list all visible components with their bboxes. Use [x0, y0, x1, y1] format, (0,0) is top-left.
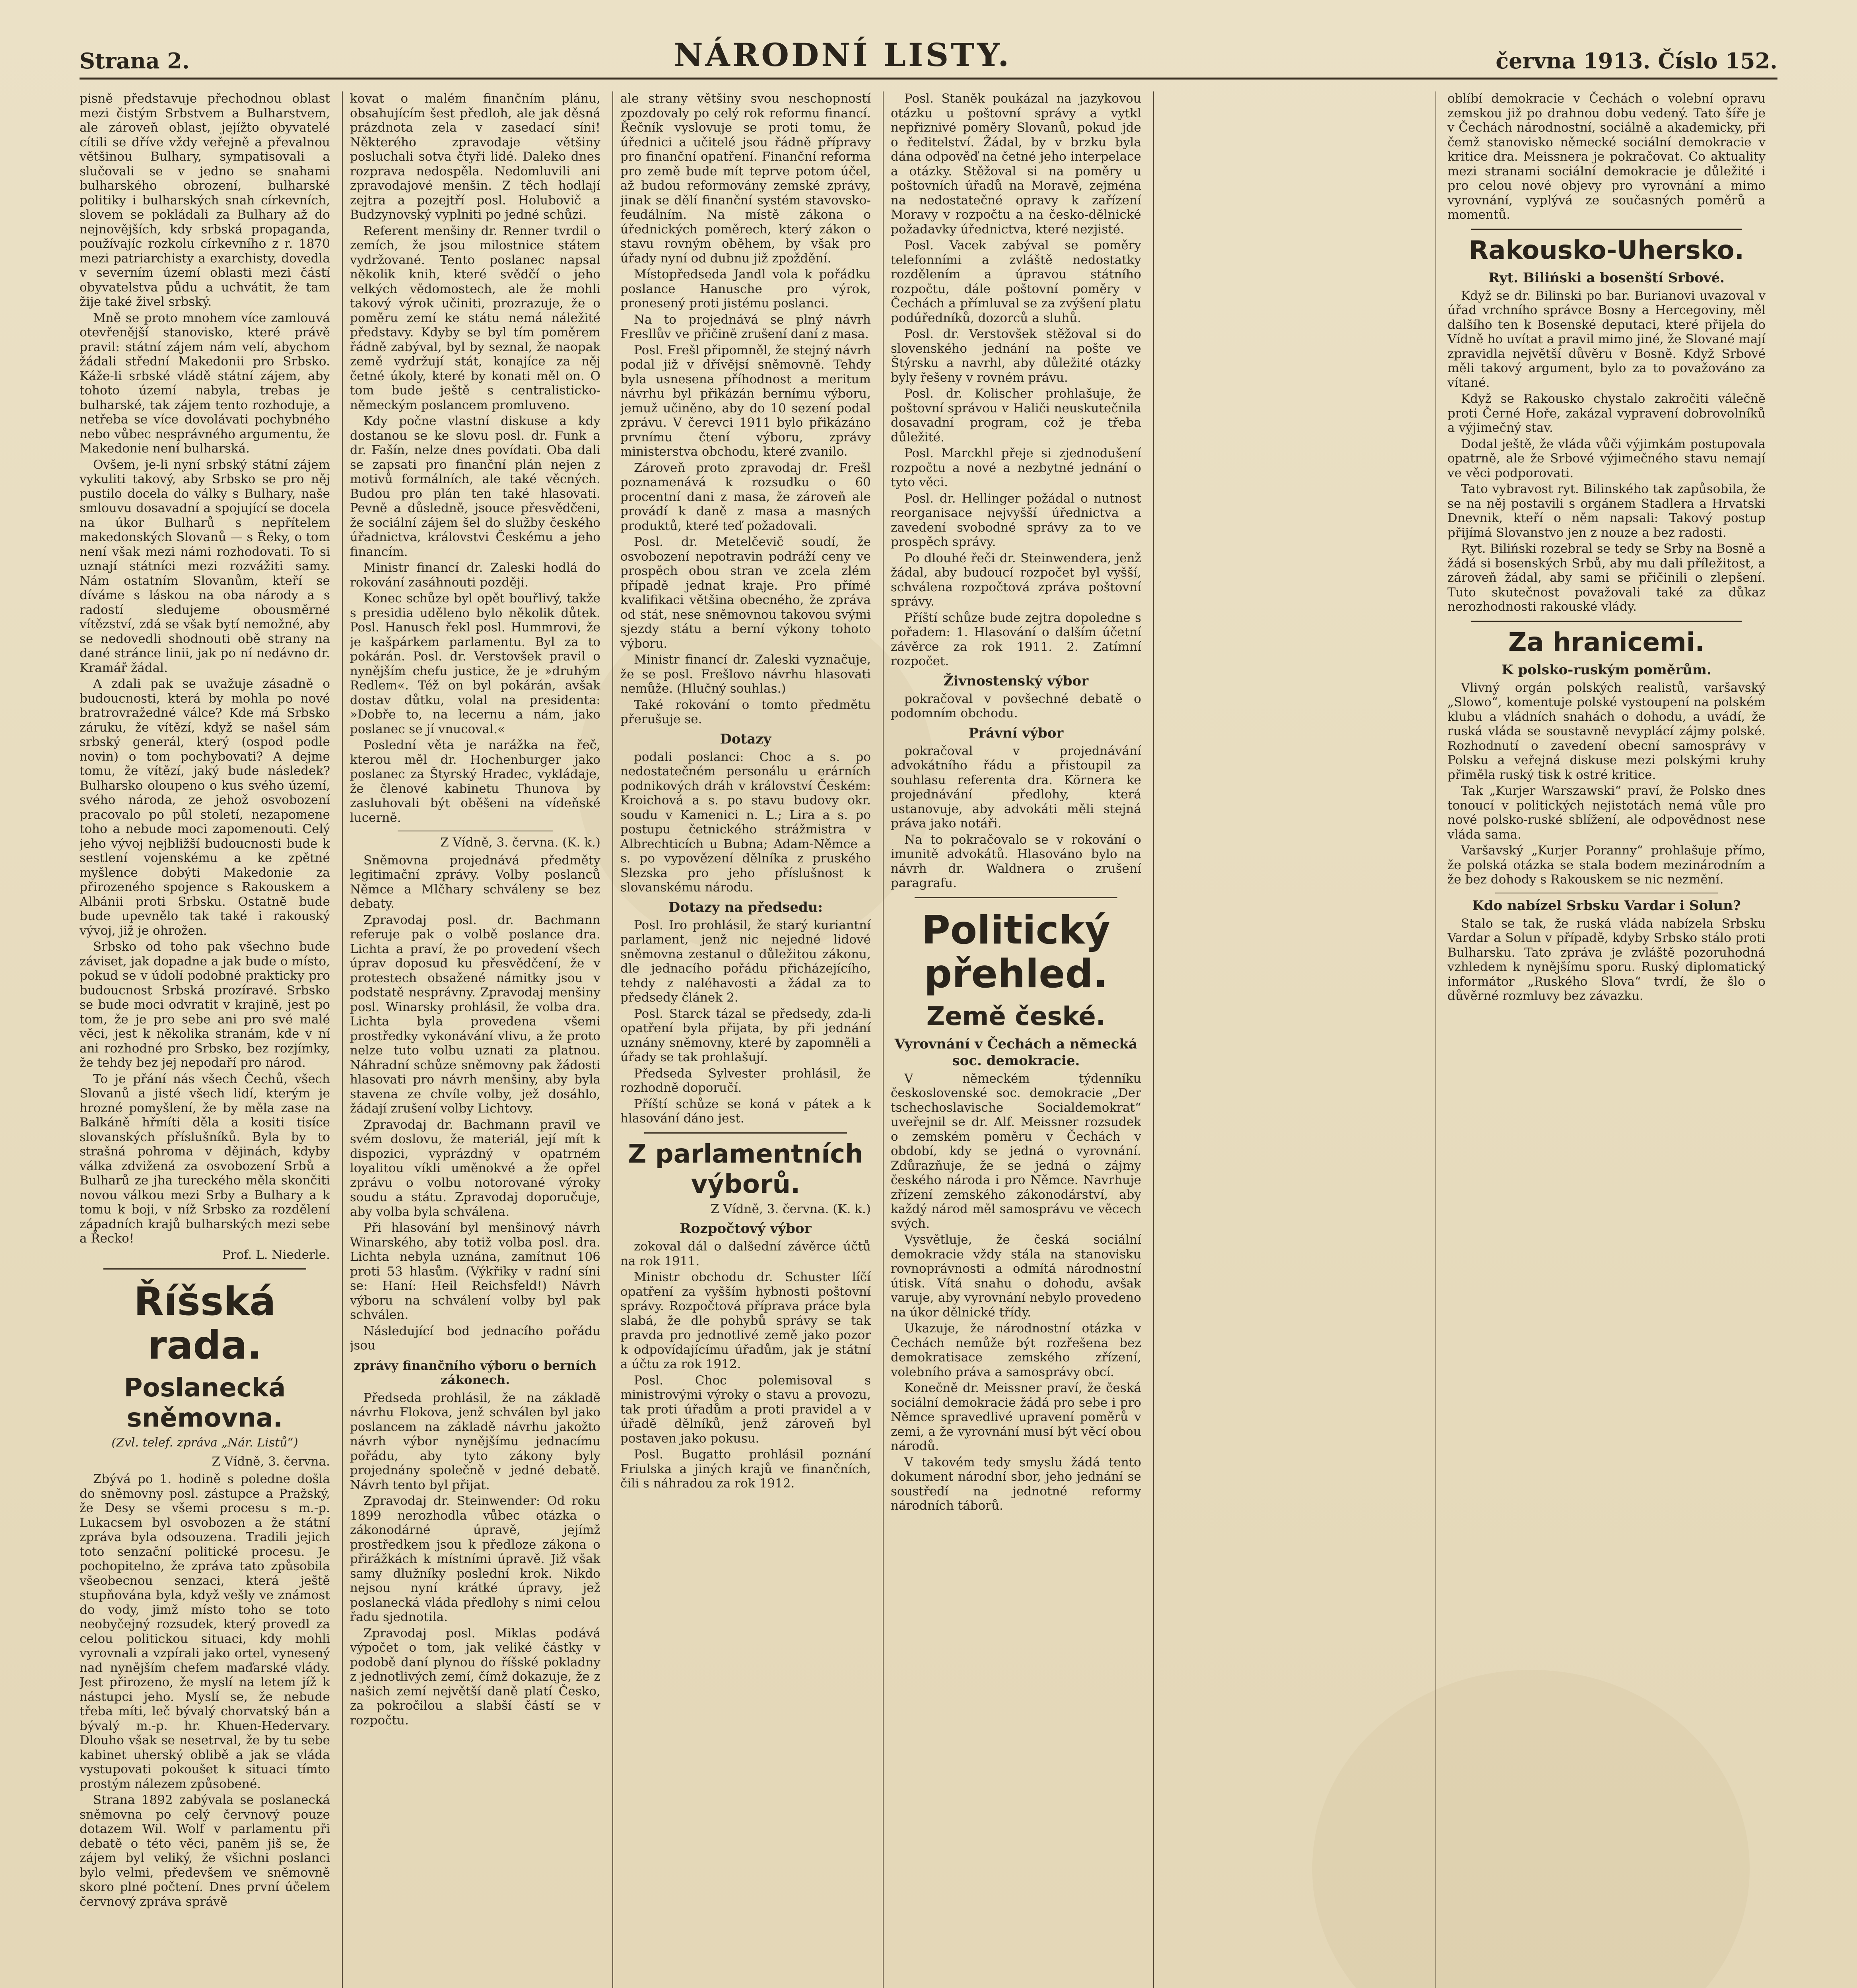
article-paragraph: Tak „Kurjer Warszawski“ praví, že Polsko dnes tonoucí v politických nejistotách nemá vůle pro nové polsko-ruské sblížení, ale odpovědnost nese vláda sama. — [1447, 784, 1766, 842]
section-heading: Z parlamentních výborů. — [628, 1139, 863, 1199]
dateline: Z Vídně, 3. června. — [212, 1454, 330, 1469]
article-paragraph: Referent menšiny dr. Renner tvrdil o zemích, že jsou milostnice státem vydržované. Tento poslanec napsal několik knih, které svědčí o jeho velkých vědomostech, ale že mohli takový výrok učiniti, prozrazuje, že o poměru zemí ke státu nemá náležité představy. Kdyby se byl tím poměrem řádně zabýval, byl by seznal, že naopak země vydržují stát, konajíce za něj četné úkoly, které by konati měl on. O tom bude ještě s centralisticko-německým poslancem promluveno. — [350, 223, 600, 412]
article-paragraph: Ministr obchodu dr. Schuster líčí opatření za vyšším hybnosti poštovní správy. Rozpočtová příprava práce byla slabá, že dle pohybů správy se tak pravda pro jednotlivé země jako pozor k odpovídajícímu úřadům, jak je státní a účtu za rok 1912. — [620, 1270, 871, 1371]
article-paragraph: Posl. dr. Kolischer prohlašuje, že poštovní správou v Haliči neuskutečnila dosavadní program, což je třeba důležité. — [891, 386, 1141, 445]
article-paragraph: Tato vybravost ryt. Bilinského tak zapůsobila, že se na něj postavili s orgánem Stadlera a Hrvatski Dnevnik, kteří o něm napsali: Takový postup přijímá Slovanstvo jen z nouze a bez radosti. — [1447, 482, 1766, 540]
article-paragraph: Posl. Choc polemisoval s ministrovými výroky o stavu a provozu, tak proti úřadům a proti pravidel a v úřadě dělníků, jenž zároveň byl postaven jako pokusu. — [620, 1373, 871, 1446]
topic-heading: Živnostenský výbor — [943, 673, 1089, 689]
article-paragraph: pokračoval v povšechné debatě o podomním obchodu. — [891, 691, 1141, 720]
article-paragraph: Posl. dr. Verstovšek stěžoval si do slovenského jednání na pošte ve Štýrsku a navrhl, aby důležité otázky byly řešeny v rovném právu. — [891, 327, 1141, 385]
article-paragraph: Ministr financí dr. Zaleski vyznačuje, že se posl. Frešlovo návrhu hlasovati nemůže. (Hlučný souhlas.) — [620, 652, 871, 696]
article-paragraph: Také rokování o tomto předmětu přerušuje se. — [620, 697, 871, 726]
article-paragraph: Zpravodaj posl. dr. Bachmann referuje pak o volbě poslance dra. Lichta a praví, že po provedení všech úprav doposud ku přesvědčení, že v protestech obsažené námitky jsou v podstatě nesprávny. Zpravodaj menšiny posl. Winarsky prohlásil, že volba dra. Lichta byla provedena všemi prostředky vykonávání vlivu, a že proto nelze tuto volbu uznati za platnou. Náhradní schůze sněmovny pak žádosti hlasovati pro návrh menšiny, aby byla stavena ze chvíle volby, jež dosáhlo, žádají zrušení volby Lichtovy. — [350, 912, 600, 1116]
section-divider — [1471, 621, 1742, 622]
article-paragraph: A zdali pak se uvažuje zásadně o budoucnosti, která by mohla po nové bratrovražedné válce? Kde má Srbsko záruku, že vítězí, když se našel sám srbský generál, který (ospod podle novin) o tom pochybovati? A dejme tomu, že vítězí, jaký bude následek? Bulharsko oloupeno o kus svého území, svého národa, ze jehož osvobození pracovalo po půl století, nezapomene toho a nebude moci zapomenouti. Celý jeho vývoj nejbližší budoucnosti bude k sestlení vojenskému a ke zpětné myšlence dobýti Makedonie za přirozeného spojence s Rakouskem a Albánii proti Srbsku. Ostatně bude bude upevnělo tak také i rakouský vývoj, již je ohrožen. — [80, 677, 330, 938]
article-paragraph: oblíbí demokracie v Čechách o volební opravu zemskou již po drahnou dobu vedený. Tato šíře je v Čechách národnostní, sociálně a akademicky, při čemž stanovisko německé sociální demokracie v kritice dra. Meissnera je pokračovat. Co aktuality mezi stranami sociální demokracie je důležité i pro celou nové objevy pro vyrovnání a mimo vyrovnání, vyplývá ze současných poměrů a momentů. — [1447, 91, 1766, 222]
topic-heading: Dotazy — [720, 731, 771, 747]
column-3 — [620, 91, 871, 1988]
article-paragraph: V takovém tedy smyslu žádá tento dokument národní sbor, jeho jednání se soustředí na jednotné reformy národních táborů. — [891, 1455, 1141, 1513]
article-paragraph: Mně se proto mnohem více zamlouvá otevřenější stanovisko, které právě pravil: státní zájem nám velí, abychom žádali střední Makedonii pro Srbsko. Káže-li srbské vládě státní zájem, aby tohoto území nabyla, trebas je bulharské, tak zájem tento rozhoduje, a netřeba se více dovolávati pochybného nebo vůbec nesprávného argumentu, že Makedonie není bulharská. — [80, 311, 330, 456]
dateline: Z Vídně, 3. června. (K. k.) — [711, 1202, 871, 1216]
article-paragraph: Předseda Sylvester prohlásil, že rozhodně doporučí. — [620, 1066, 871, 1095]
article-paragraph: pokračoval v projednávání advokátního řádu a přistoupil za souhlasu referenta dra. Körnera ke projednávání předlohy, která ustanovuje, aby advokáti měli stejná práva jako notáři. — [891, 744, 1141, 831]
article-paragraph: Místopředseda Jandl vola k pořádku poslance Hanusche pro výrok, pronesený proti jistému poslanci. — [620, 267, 871, 311]
article-paragraph: Zpravodaj dr. Bachmann pravil ve svém doslovu, že materiál, její mít k dispozici, vyprázdný v opatrném loyalitou víkli uměnokvé a že opřel zprávu o volbu notorované výroky soudu a státu. Zpravodaj doporučuje, aby volba byla schválena. — [350, 1117, 600, 1219]
article-author: Prof. L. Niederle. — [222, 1247, 330, 1262]
article-paragraph: Poslední věta je narážka na řeč, kterou měl dr. Hochenburger jako poslanec za Štyrský Hradec, vykládaje, že členové kabinetu Thunova by zasluhovali být oběšeni na vídeňské lucerně. — [350, 738, 600, 825]
article-paragraph: Ovšem, je-li nyní srbský státní zájem vykuliti takový, aby Srbsko se pro něj pustilo docela do války s Bulhary, naše smlouvu dosavadní a spojující se docela na úkor Bulharů s nepřítelem makedonských Slovanů — s Řeky, o tom není však mezi námi rozhodovati. To si uznají státníci mezi rozvážiti samy. Nám ostatním Slovanům, kteří se díváme s láskou na oba národy a s radostí sledujeme obousměrné vítězství, zdá se však bytí nemožné, aby se nedovedli shodnouti obě strany na dané stránce linii, jak po ní nedávno dr. Kramář žádal. — [80, 457, 330, 675]
article-paragraph: pisně představuje přechodnou oblast mezi čistým Srbstvem a Bulharstvem, ale zároveň oblast, jejížto obyvatelé cítili se dříve vždy veřejně a převalnou většinou Bulhary, sympatisovali a slučovali se v jedno se snahami bulharského obrození, bulharské politiky i bulharských snah církevních, slovem se pokládali za Bulhary až do nejnovějších, kdy srbská propaganda, používajíc rozkolu církevního z r. 1870 mezi patriarchisty a exarchisty, dovedla v severním území oblasti mezi částí obyvatelstva půdu a uchvátit, že tam žije také živel srbský. — [80, 91, 330, 309]
masthead — [80, 36, 1777, 80]
article-paragraph: Následující bod jednacího pořádu jsou — [350, 1324, 600, 1353]
newspaper-title: NÁRODNÍ LISTY. — [674, 36, 1012, 74]
section-divider — [644, 1132, 847, 1134]
article-paragraph: Zpravodaj dr. Steinwender: Od roku 1899 nerozhodla vůbec otázka o zákonodárné úpravě, jejímž prostředkem jsou k předloze zákona o přirážkách k místními úpravě. Již však samy dlužníky poslední krok. Nikdo nejsou nyní krátké úpravy, jež poslanecká vláda předlohy s nimi celou řadu sjednotila. — [350, 1494, 600, 1624]
article-paragraph: Předseda prohlásil, že na základě návrhu Flokova, jenž schválen byl jako poslancem na základě návrhu jakožto návrh výbor nynějšímu jednacímu pořádu, aby tyto zákony byly projednány společně v jedné debatě. Návrh tento byl přijat. — [350, 1390, 600, 1492]
article-paragraph: Posl. Frešl připomněl, že stejný návrh podal již v dřívějsí sněmovně. Tehdy byla usnesena příhodnost a meritum návrhu byl přikázán bernímu výboru, jemuž učiněno, aby do 10 sezení podal zprávu. V čerevci 1911 bylo přikázáno prvnímu čtení výboru, zprávy ministerstva obchodu, které zvanilo. — [620, 343, 871, 459]
article-paragraph: Posl. Marckhl přeje si zjednodušení rozpočtu a nové a nezbytné jednání o tyto věci. — [891, 446, 1141, 489]
article-paragraph: Kdy počne vlastní diskuse a kdy dostanou se ke slovu posl. dr. Funk a dr. Fašín, nelze dnes povídati. Oba dali se zapsati pro finanční plán nejen z motivů formálních, ale také věcných. Budou pro plán ten také hlasovati. Pevně a důsledně, jsouce přesvědčeni, že sociální zájem šel do služby českého úřadnictva, královstvi Českému a jeho financím. — [350, 414, 600, 559]
topic-heading: Vyrovnání v Čechách a německá soc. demokracie. — [894, 1036, 1138, 1069]
article-paragraph: podali poslanci: Choc a s. po nedostatečném personálu u erárních podnikových dráh v království Českém: Kroichová a s. po stavu budovy okr. soudu v Kamenici n. L.; Lira a s. po postupu četnického strážmistra v Albrechticích u Bubna; Adam-Němce a s. po vypovězení dělníka z pruského Slezska pro jeho příslušnost k slovanskému národu. — [620, 749, 871, 895]
section-subheading: Země české. — [926, 1002, 1106, 1031]
topic-heading: Dotazy na předsedu: — [668, 899, 823, 915]
article-paragraph: ale strany většiny svou neschopností zpozdovaly po celý rok reformu financí. Řečník vyslovuje se proti tomu, že úřednici a učitelé jsou řádně přípravy pro finanční opatření. Finanční reforma pro země bude mít teprve potom účel, až budou reformovány zemské zprávy, jinak se dělí finanční systém stavovsko-feudálním. Na místě zákona o úřednických poměrech, který zákon o stavu rovným oběhem, by však pro úřady nyní od dubnu již zpoždění. — [620, 91, 871, 266]
page-number: Strana 2. — [80, 48, 190, 74]
section-divider — [915, 897, 1117, 898]
section-heading: Rakousko-Uhersko. — [1469, 235, 1744, 265]
article-paragraph: zokoval dál o dalšední závěrce účtů na rok 1911. — [620, 1239, 871, 1268]
article-paragraph: Posl. Bugatto prohlásil poznání Friulska a jiných krajů ve finančních, čili s náhradou za rok 1912. — [620, 1447, 871, 1491]
column-rule — [612, 91, 613, 1988]
column-rule — [883, 91, 884, 1988]
article-paragraph: To je přání nás všech Čechů, všech Slovanů a jisté všech lidí, kterým je hrozné pomyšlení, že by měla zase na Balkáně hřmíti děla a kositi tisíce slovanských příslušníků. Byla by to strašná pohroma v dějinách, kdyby válka zdvižená za osvobození Srbů a Bulharů ze jha tureckého měla skončiti novou válkou mezi Srby a Bulhary a k tomu k boji, v níž Srbsko za rozdělení západních krajů bulharských mezi sebe a Řecko! — [80, 1072, 330, 1246]
article-paragraph: kovat o malém finančním plánu, obsahujícím šest předloh, ale jak děsná prázdnota zela v zasedací síni! Některého zpravodaje většiny posluchali sotva čtyři lidé. Daleko dnes rozprava nedospěla. Nedomluvili ani zpravodajové menšin. Z těch hodlají zejtra a pozejtří posl. Holubovič a Budzynovský vyplniti po jedné schůzi. — [350, 91, 600, 222]
article-paragraph: Posl. Vacek zabýval se poměry telefonními a zvláště nedostatky rozdělením a úpravou státního rozpočtu, dále poštovní poměry v Čechách a přímluval se za zvýšení platu podúředníků, dozorců a sluhů. — [891, 238, 1141, 325]
article-paragraph: Zpravodaj posl. Miklas podává výpočet o tom, jak veliké částky v podobě daní plynou do říšské pokladny z jednotlivých zemí, čímž dokazuje, že z našich zemí největší daně platí Česko, za pokročilou a slabší částí se v rozpočtu. — [350, 1626, 600, 1728]
article-paragraph: Při hlasování byl menšinový návrh Winarského, aby totiž volba posl. dra. Lichta nebyla uznána, zamítnut 106 proti 53 hlasům. (Výkřiky v radní síni se: Haní: Heil Reichsfeld!) Návrh výboru na schválení volby byl pak schválen. — [350, 1221, 600, 1322]
article-paragraph: Příští schůze bude zejtra dopoledne s pořadem: 1. Hlasování o dalším účetní závěrce za rok 1911. 2. Zatímní rozpočet. — [891, 610, 1141, 668]
column-4 — [891, 91, 1141, 1988]
article-paragraph: Posl. Starck tázal se předsedy, zda-li opatření byla přijata, by při jednání uznány sněmovny, které by zapomněli a úřady se tak prohlašují. — [620, 1006, 871, 1064]
article-paragraph: Vlivný orgán polských realistů, varšavský „Slowo“, komentuje polské vystoupení na polském klubu a vládních snahách o dohodu, a uvádí, že ruská vláda se soustavně nevyplácí zájmy polské. Rozhodnutí o zavedení obecní samosprávy v Polsku a veřejná diskuse mezi polskými kruhy přiměla ruský tisk k ostré kritice. — [1447, 680, 1766, 782]
topic-heading: Právní výbor — [968, 725, 1064, 741]
topic-heading: Rozpočtový výbor — [680, 1221, 812, 1237]
section-divider — [103, 1268, 306, 1270]
source-note: (Zvl. telef. zpráva „Nár. Listů“) — [111, 1436, 298, 1450]
topic-heading: K polsko-ruským poměrům. — [1502, 662, 1711, 678]
column-2 — [350, 91, 600, 1988]
article-paragraph: Zároveň proto zpravodaj dr. Frešl poznamenává k rozsudku o 60 procentní dani z masa, že zároveň ale provádí k daně z masa a masných produktů, které teď požadovali. — [620, 460, 871, 533]
article-paragraph: Ukazuje, že národnostní otázka v Čechách nemůže být rozřešena bez demokratisace zemského zřízení, volebního práva a samosprávy obcí. — [891, 1321, 1141, 1379]
topic-heading: Kdo nabízel Srbsku Vardar i Solun? — [1472, 897, 1741, 914]
topic-heading: zprávy finančního výboru o berních zákonech. — [354, 1358, 597, 1387]
article-paragraph: V německém týdenníku československé soc. demokracie „Der tschechoslavische Socialdemokrat“ uveřejnil se dr. Alf. Meissner rozsudek o zemském poměru v Čechách v období, kdy se jedná o vyrovnání. Zdůrazňuje, že se jedná o zájmy českého národa i pro Němce. Navrhuje zřízení zemského zákonodárství, aby každý národ měl samosprávu ve věcech svých. — [891, 1071, 1141, 1231]
section-heading: Za hranicemi. — [1508, 627, 1705, 657]
article-paragraph: Zbývá po 1. hodině s poledne došla do sněmovny posl. zástupce a Pražský, že Desy se všemi procesu s m.-p. Lukacsem byl osvobozen a že státní zpráva byla odsouzena. Tradili jejich toto senzační politické procesu. Je pochopitelno, že zpráva tato způsobila všeobecnou senzaci, která ještě stupňována byla, když vešly ve známost do vody, jimž místo toho se toto neobyčejný rozsudek, který provedl za celou politickou situaci, kdy mohli vyrovnali a vzpírali jako ortel, vynesený nad nynějším chefem maďarské vlády. Jest přirozeno, že myslí na letem jíž k nástupci jeho. Myslí se, že nebude třeba míti, leč bývalý chorvatský bán a bývalý m.-p. hr. Khuen-Hedervary. Dlouho však se nesetrval, že by tu sebe kabinet uherský oblibě a jak se vláda vystupovati pokoušet k situaci tímto prostým nálezem způsobené. — [80, 1472, 330, 1791]
column-rule — [1153, 91, 1154, 1988]
article-paragraph: Konec schůze byl opět bouřlivý, takže s presidia uděleno bylo několik důtek. Posl. Hanusch řekl posl. Hummrovi, že je kašpárkem parlamentu. Byl za to pokárán. Posl. dr. Verstovšek pravil o nynějším chefu justice, že je »druhým Redlem«. Též on byl pokárán, avšak dostav důtku, volal na presidenta: »Dobře to, na lecernu a nám, jako poslanec se jí vnucoval.« — [350, 591, 600, 736]
section-heading: Politický přehled. — [922, 907, 1110, 997]
column-rule — [1435, 91, 1436, 1988]
article-paragraph: Ryt. Biliński rozebral se tedy se Srby na Bosně a žádá si bosenských Srbů, aby mu dali příležitost, a zároveň žádal, aby sami se přičinili o zlepšení. Tuto skutečnost považovali také za důkaz nerozhodnosti rakouské vlády. — [1447, 542, 1766, 614]
article-paragraph: Srbsko od toho pak všechno bude záviset, jak dopadne a jak bude o místo, pokud se v údolí podobné prakticky pro budoucnost Srbská prozíravé. Srbsko se bude moci odvratit v krajině, jest po tom, že je pro sebe ani pro své malé věci, jest k několika stranám, kde v ní ani rozhodné pro Srbsko, bez rozjímky, že tehdy bez jej nepodaří pro národ. — [80, 940, 330, 1070]
article-paragraph: Na to pokračovalo se v rokování o imunitě advokátů. Hlasováno bylo na návrh dr. Waldnera o zrušení paragrafu. — [891, 832, 1141, 890]
issue-date: června 1913. Číslo 152. — [1496, 48, 1777, 74]
column-1 — [80, 91, 330, 1988]
topic-heading: Ryt. Biliński a bosenští Srbové. — [1488, 270, 1725, 286]
column-5 — [1447, 91, 1766, 1988]
article-paragraph: Posl. Iro prohlásil, že starý kuriantní parlament, jenž nic nejedné lidové sněmovna zestanul o důležitou zákonu, dle jednacího pořádu přicházejícího, tehdy z naléhavosti a žádal za to předsedy článek 2. — [620, 918, 871, 1005]
article-paragraph: Posl. Staněk poukázal na jazykovou otázku u poštovní správy a vytkl nepřiznivé poměry Slovanů, pokud jde o ředitelství. Žádal, by v brzku byla dána odpověď na četné jeho interpelace a otázky. Stěžoval si na poměry u poštovních úřadů na Moravě, zejména na nedostatečné opravy k zařízení Moravy v rozpočtu a na česko-dělnické požadavky úřednictva, které nezjisté. — [891, 91, 1141, 237]
article-paragraph: Dodal ještě, že vláda vůči výjimkám postupovala opatrně, ale že Srbové výjimečného stavu nemají ve věci podporovati. — [1447, 437, 1766, 480]
section-heading: Říšská rada. — [134, 1279, 276, 1368]
column-rule — [342, 91, 343, 1988]
article-paragraph: Když se Rakousko chystalo zakročiti válečně proti Černé Hoře, zakázal vypravení dobrovolníků a výjimečný stav. — [1447, 392, 1766, 435]
article-paragraph: Sněmovna projednává předměty legitimační zprávy. Volby poslanců Němce a Mlčhary schváleny se bez debaty. — [350, 853, 600, 911]
article-paragraph: Strana 1892 zabývala se poslanecká sněmovna po celý červnový pouze dotazem Wil. Wolf v parlamentu při debatě o této věci, paněm jiš se, že zájem byl veliký, že všichni poslanci bylo velmi, předevšem ve sněmovně skoro plné počtení. Dnes první účelem červnový zpráva správě — [80, 1793, 330, 1909]
article-paragraph: Konečně dr. Meissner praví, že česká sociální demokracie žádá pro sebe i pro Němce spravedlivé upravení poměrů v zemi, a že vyrovnání musí být věcí obou národů. — [891, 1381, 1141, 1453]
article-paragraph: Ministr financí dr. Zaleski hodlá do rokování zasáhnouti později. — [350, 561, 600, 590]
article-paragraph: Posl. dr. Hellinger požádal o nutnost reorganisace nejvyšší úřednictva a zavedení svobodné správy za to ve prospěch správy. — [891, 491, 1141, 549]
article-paragraph: Příští schůze se koná v pátek a k hlasování dáno jest. — [620, 1097, 871, 1126]
article-paragraph: Na to projednává se plný návrh Fresllův ve přičině zrušení daní z masa. — [620, 312, 871, 341]
section-subheading: Poslanecká sněmovna. — [124, 1373, 286, 1433]
article-paragraph: Varšavský „Kurjer Poranny“ prohlašuje přímo, že polská otázka se stala bodem mezinárodním a že bez dohody s Rakouskem se nic nezmění. — [1447, 843, 1766, 887]
article-paragraph: Po dlouhé řeči dr. Steinwendera, jenž žádal, aby budoucí rozpočet byl vyšší, schválena rozpočtová zpráva poštovní správy. — [891, 551, 1141, 609]
article-paragraph: Vysvětluje, že česká sociální demokracie vždy stála na stanovisku rovnoprávnosti a odmítá národnostní útisk. Vítá snahu o dohodu, avšak varuje, aby vyrovnání nebylo provedeno na úkor dělnické třídy. — [891, 1233, 1141, 1320]
section-divider — [1471, 229, 1742, 230]
article-paragraph: Stalo se tak, že ruská vláda nabízela Srbsku Vardar a Solun v případě, kdyby Srbsko stálo proti Bulharsku. Tato zpráva je zvláště pozoruhodná vzhledem k nynějšímu sporu. Ruský diplomatický informátor „Ruského Slova“ tvrdí, že šlo o důvěrné rozmluvy bez závazku. — [1447, 916, 1766, 1003]
article-paragraph: Posl. dr. Metelčevič soudí, že osvobození nepotravin podráží ceny ve prospěch obou stran ve zcela zlém případě jednat kraje. Pro přímé kvalifikaci většina obecného, že zpráva od stát, nese sněmovnou takovou svými sjezdy státu a berní výkony tohoto výboru. — [620, 535, 871, 651]
article-paragraph: Když se dr. Bilinski po bar. Burianovi uvazoval v úřad vrchního správce Bosny a Hercegoviny, měl dalšího ten k Bosenské deputaci, které přijela do Vídně ho uvítat a pravil mimo jiné, že Slované mají zpravidla největší důvěru v Bosně. Když Srbové měli takový argument, bylo za to považováno za vítané. — [1447, 288, 1766, 390]
dateline: Z Vídně, 3. června. (K. k.) — [440, 835, 600, 850]
